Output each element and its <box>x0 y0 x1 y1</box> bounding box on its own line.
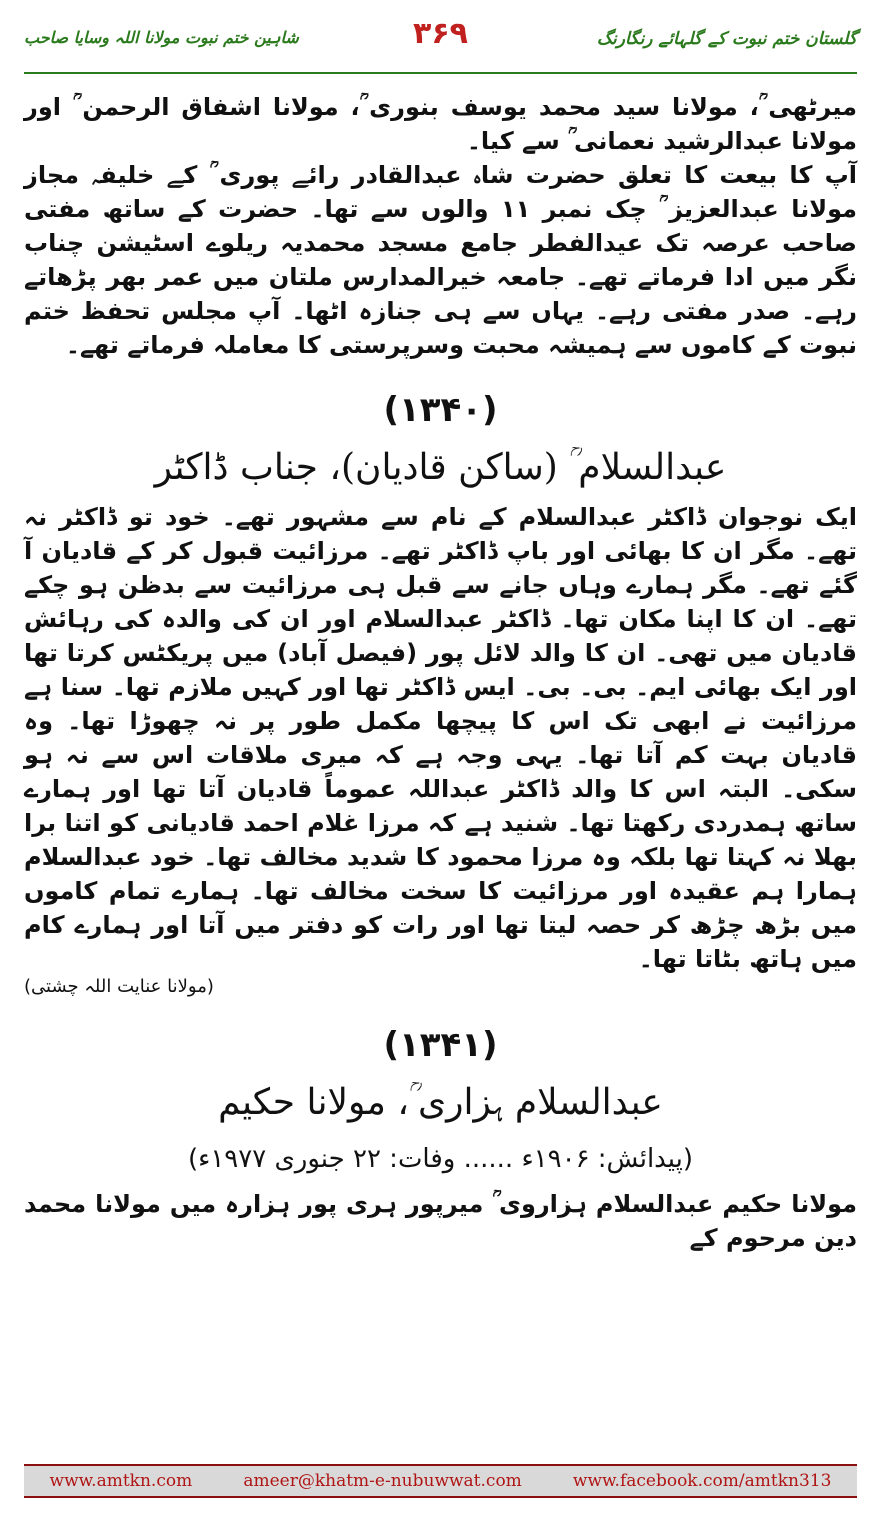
intro-paragraph-2: آپ کا بیعت کا تعلق حضرت شاہ عبدالقادر رائے پوری ؒ کے خلیفہ مجاز مولانا عبدالعزیز ؒ چک نمبر ۱۱ والوں سے تھا۔ حضرت کے ساتھ مفتی صاحب عرصہ تک عیدالفطر جامع مسجد محمدیہ ریلوے اسٹیشن چناب نگر میں ادا فرماتے تھے۔ جامعہ خیرالمدارس ملتان میں عمر بھر پڑھاتے رہے۔ صدر مفتی رہے۔ یہاں سے ہی جنازہ اٹھا۔ آپ مجلس تحفظ ختم نبوت کے کاموں سے ہمیشہ محبت وسرپرستی کا معاملہ فرماتے تھے۔ <box>24 161 858 359</box>
page-content <box>24 90 857 1255</box>
book-title: گلستان ختم نبوت کے گلہائے رنگارنگ <box>596 29 857 49</box>
entry-body-1341: مولانا حکیم عبدالسلام ہزاروی ؒ میرپور ہری پور ہزارہ میں مولانا محمد دین مرحوم کے <box>24 1190 857 1252</box>
entry-body-1340: ایک نوجوان ڈاکٹر عبدالسلام کے نام سے مشہور تھے۔ خود تو ڈاکٹر نہ تھے۔ مگر ان کا بھائی اور باپ ڈاکٹر تھے۔ مرزائیت قبول کر کے قادیان آ گئے تھے۔ مگر ہمارے وہاں جانے سے قبل ہی مرزائیت سے بدظن ہو چکے تھے۔ ان کا اپنا مکان تھا۔ ڈاکٹر عبدالسلام اور ان کی والدہ کی رہائش قادیان میں تھی۔ ان کا والد لائل پور (فیصل آباد) میں پریکٹس کرتا تھا اور ایک بھائی ایم۔ بی۔ بی۔ ایس ڈاکٹر تھا اور کہیں ملازم تھا۔ سنا ہے مرزائیت نے ابھی تک اس کا پیچھا مکمل طور پر نہ چھوڑا تھا۔ وہ قادیان بہت کم آتا تھا۔ یہی وجہ ہے کہ میری ملاقات اس سے نہ ہو سکی۔ البتہ اس کا والد ڈاکٹر عبداللہ عموماً قادیان آتا تھا اور ہمارے ساتھ ہمدردی رکھتا تھا۔ شنید ہے کہ مرزا غلام احمد قادیانی کو اتنا برا بھلا نہ کہتا تھا بلکہ وہ مرزا محمود کا شدید مخالف تھا۔ خود عبدالسلام ہمارا ہم عقیدہ اور مرزائیت کا سخت مخالف تھا۔ ہمارے تمام کاموں میں بڑھ چڑھ کر حصہ لیتا تھا اور رات کو دفتر میں آتا اور ہمارے کام میں ہاتھ بٹاتا تھا۔ <box>24 503 857 973</box>
entry-number-1341: (۱۳۴۱) <box>383 1025 498 1065</box>
footer-facebook[interactable]: www.facebook.com/amtkn313 <box>572 1471 832 1491</box>
signature-line <box>24 976 857 997</box>
section-title: شاہین ختم نبوت مولانا اللہ وسایا صاحب <box>24 28 299 47</box>
header-divider <box>24 72 857 74</box>
footer-website[interactable]: www.amtkn.com <box>49 1471 193 1491</box>
page-footer <box>24 1464 857 1498</box>
entry-number-1340: (۱۳۴۰) <box>383 390 498 430</box>
page-header <box>24 10 857 68</box>
entry-signature: (مولانا عنایت اللہ چشتی) <box>24 976 214 997</box>
entry-title-1340: عبدالسلام ؒ (ساکن قادیان)، جناب ڈاکٹر <box>154 447 727 488</box>
intro-paragraph-1: میرٹھی ؒ، مولانا سید محمد یوسف بنوری ؒ، مولانا اشفاق الرحمن ؒ اور مولانا عبدالرشید نعمانی ؒ سے کیا۔ <box>24 93 857 155</box>
page-number: ۳۶۹ <box>413 16 468 51</box>
entry-dates-1341: (پیدائش: ۱۹۰۶ء ...... وفات: ۲۲ جنوری ۱۹۷۷ء) <box>187 1144 694 1174</box>
footer-email[interactable]: ameer@khatm-e-nubuwwat.com <box>243 1471 522 1491</box>
entry-title-1341: عبدالسلام ہزاری ؒ، مولانا حکیم <box>218 1082 663 1123</box>
